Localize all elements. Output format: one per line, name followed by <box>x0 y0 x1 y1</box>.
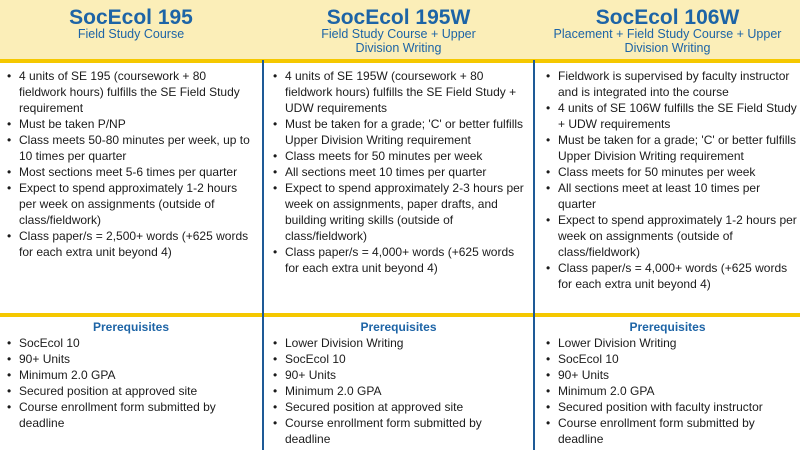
detail-item: • Expect to spend approximately 2-3 hours per week on assignments, paper drafts, and building writing skills (outside of class/fieldwork) <box>272 180 528 244</box>
detail-item: • Class meets for 50 minutes per week <box>545 164 797 180</box>
prerequisite-item: • Secured position with faculty instructor <box>545 399 797 415</box>
prerequisite-item: • SocEcol 10 <box>545 351 797 367</box>
column-divider <box>533 60 535 450</box>
course-subtitle: Field Study Course + Upper Division Writing <box>321 27 476 55</box>
column-divider <box>262 60 264 450</box>
prerequisite-item: • Secured position at approved site <box>6 383 256 399</box>
prerequisites-list <box>545 335 797 447</box>
detail-item: • 4 units of SE 195W (coursework + 80 fieldwork hours) fulfills the SE Field Study + UDW requirements <box>272 68 528 116</box>
detail-item: • Class paper/s = 2,500+ words (+625 words for each extra unit beyond 4) <box>6 228 256 260</box>
detail-item: • Must be taken P/NP <box>6 116 256 132</box>
prerequisite-item: • 90+ Units <box>6 351 256 367</box>
course-title: SocEcol 106W <box>595 6 740 29</box>
detail-item: • Must be taken for a grade; 'C' or better fulfills Upper Division Writing requirement <box>545 132 797 164</box>
detail-item: • 4 units of SE 195 (coursework + 80 fieldwork hours) fulfills the SE Field Study requirement <box>6 68 256 116</box>
prerequisite-item: • Minimum 2.0 GPA <box>6 367 256 383</box>
prerequisite-item: • Minimum 2.0 GPA <box>272 383 528 399</box>
course-subtitle: Field Study Course <box>77 27 185 41</box>
detail-item: • Expect to spend approximately 1-2 hours per week on assignments (outside of class/fieldwork) <box>6 180 256 228</box>
prerequisites-heading: Prerequisites <box>92 320 170 334</box>
detail-item: • Fieldwork is supervised by faculty instructor and is integrated into the course <box>545 68 797 100</box>
prerequisite-item: • Course enrollment form submitted by deadline <box>272 415 528 447</box>
prerequisite-item: • Course enrollment form submitted by deadline <box>545 415 797 447</box>
detail-item: • 4 units of SE 106W fulfills the SE Field Study + UDW requirements <box>545 100 797 132</box>
detail-item: • All sections meet at least 10 times per quarter <box>545 180 797 212</box>
detail-item: • All sections meet 10 times per quarter <box>272 164 528 180</box>
detail-item: • Most sections meet 5-6 times per quarter <box>6 164 256 180</box>
detail-item: • Expect to spend approximately 1-2 hours per week on assignments (outside of class/fieldwork) <box>545 212 797 260</box>
prerequisite-item: • 90+ Units <box>545 367 797 383</box>
header-rule <box>0 59 800 63</box>
detail-item: • Class meets 50-80 minutes per week, up to 10 times per quarter <box>6 132 256 164</box>
prerequisites-list <box>6 335 256 431</box>
prerequisite-item: • Course enrollment form submitted by deadline <box>6 399 256 431</box>
detail-item: • Class paper/s = 4,000+ words (+625 words for each extra unit beyond 4) <box>545 260 797 292</box>
prerequisites-list <box>272 335 528 447</box>
prerequisite-item: • 90+ Units <box>272 367 528 383</box>
detail-item: • Class paper/s = 4,000+ words (+625 words for each extra unit beyond 4) <box>272 244 528 276</box>
prerequisites-heading: Prerequisites <box>360 320 437 334</box>
detail-item: • Must be taken for a grade; 'C' or better fulfills Upper Division Writing requirement <box>272 116 528 148</box>
prerequisite-item: • SocEcol 10 <box>272 351 528 367</box>
course-title: SocEcol 195W <box>326 6 471 29</box>
prerequisite-item: • Lower Division Writing <box>272 335 528 351</box>
course-subtitle: Placement + Field Study Course + Upper Division Writing <box>553 27 782 55</box>
prerequisite-item: • Secured position at approved site <box>272 399 528 415</box>
course-details-list <box>272 68 528 276</box>
prerequisite-item: • Lower Division Writing <box>545 335 797 351</box>
prerequisite-item: • SocEcol 10 <box>6 335 256 351</box>
course-details-list <box>6 68 256 260</box>
prerequisites-rule <box>0 313 800 317</box>
course-title: SocEcol 195 <box>69 6 193 29</box>
prerequisites-heading: Prerequisites <box>629 320 706 334</box>
detail-item: • Class meets for 50 minutes per week <box>272 148 528 164</box>
prerequisite-item: • Minimum 2.0 GPA <box>545 383 797 399</box>
course-details-list <box>545 68 797 292</box>
